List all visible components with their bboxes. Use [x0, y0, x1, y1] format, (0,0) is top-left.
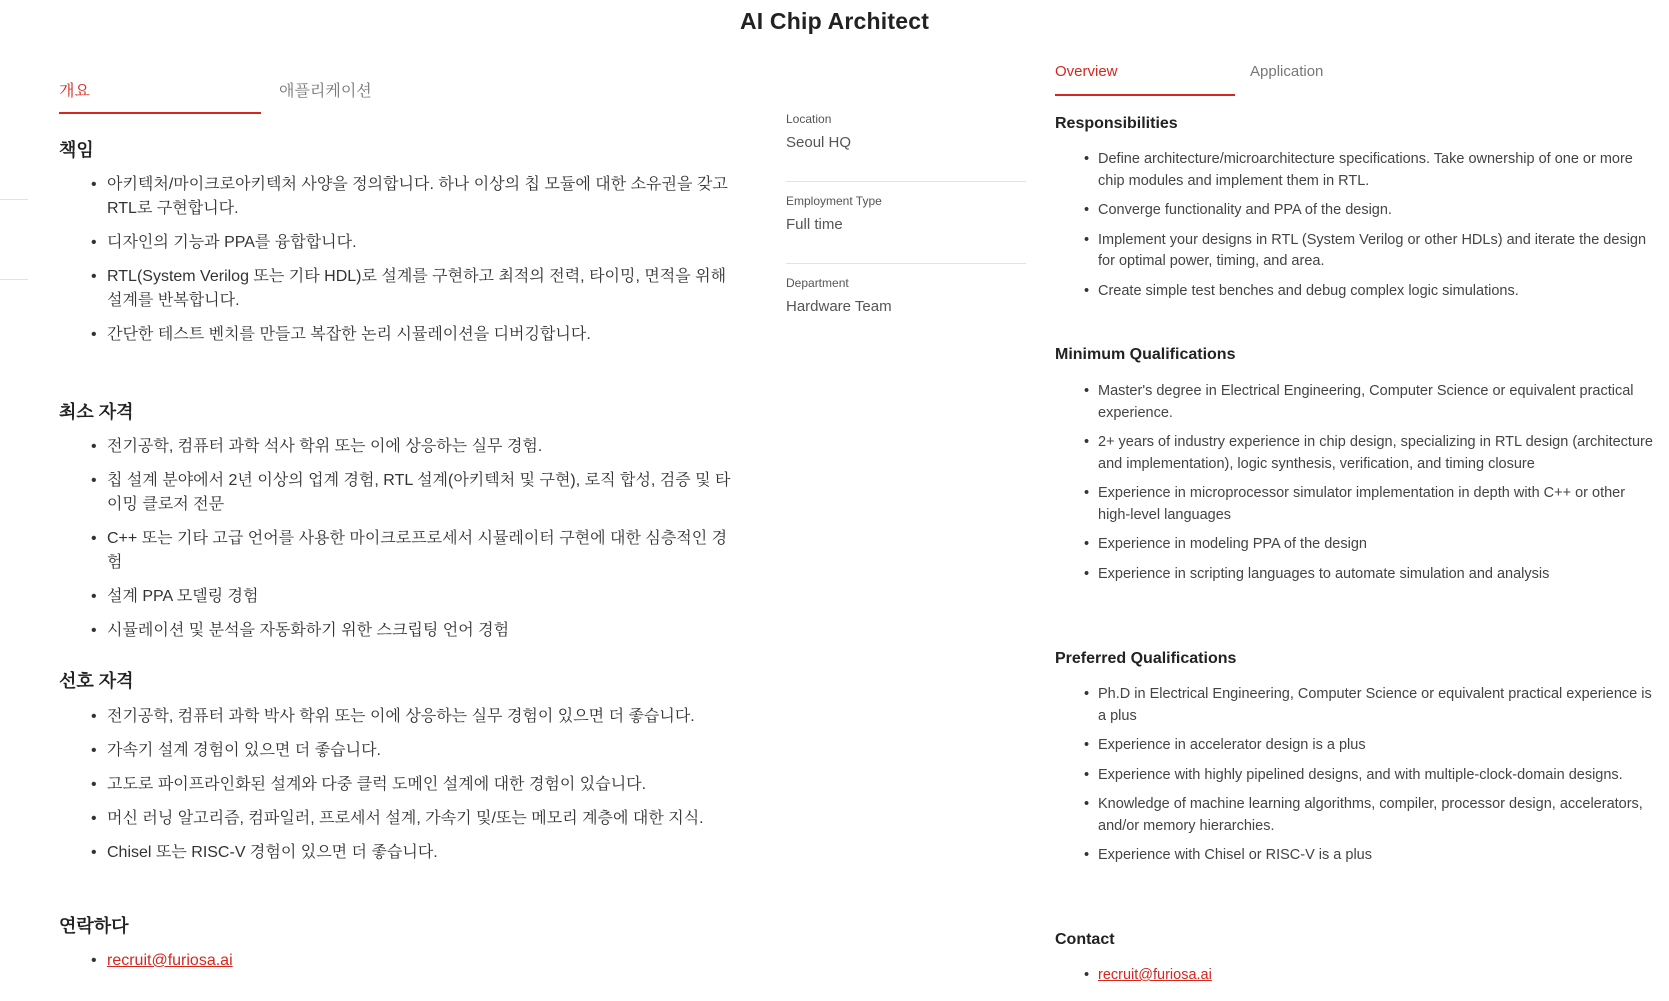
- list-item: • Create simple test benches and debug complex logic simulations.: [1098, 281, 1658, 303]
- list-item: • 전기공학, 컴퓨터 과학 석사 학위 또는 이에 상응하는 실무 경험.: [107, 435, 737, 459]
- section-title-preferred-qualifications: Preferred Qualifications: [1055, 650, 1237, 667]
- list-item: • C++ 또는 기타 고급 언어를 사용한 마이크로프로세서 시뮬레이터 구현에 대한 심층적인 경험: [107, 527, 737, 575]
- job-meta: [786, 110, 1026, 358]
- list-item: • 아키텍처/마이크로아키텍처 사양을 정의합니다. 하나 이상의 칩 모듈에 대한 소유권을 갖고 RTL로 구현합니다.: [107, 173, 737, 221]
- list-item: • Experience in scripting languages to automate simulation and analysis: [1098, 564, 1658, 586]
- meta-value: Full time: [786, 216, 843, 233]
- list-item: • 간단한 테스트 벤치를 만들고 복잡한 논리 시뮬레이션을 디버깅합니다.: [107, 323, 737, 347]
- section-title-responsibilities: 책임: [59, 140, 94, 160]
- list-item: • 디자인의 기능과 PPA를 융합합니다.: [107, 231, 737, 255]
- list-item: • 시뮬레이션 및 분석을 자동화하기 위한 스크립팅 언어 경험: [107, 619, 737, 643]
- section-title-min-qualifications: Minimum Qualifications: [1055, 346, 1236, 363]
- list-item: [1098, 965, 1658, 987]
- meta-value: Seoul HQ: [786, 134, 852, 151]
- tab-bar: [1055, 62, 1445, 96]
- section-title-preferred-qualifications: 선호 자격: [59, 671, 134, 691]
- list-item: • Ph.D in Electrical Engineering, Computer Science or equivalent practical experience is a plus: [1098, 684, 1658, 727]
- responsibilities-list: [1098, 149, 1658, 310]
- meta-employment-type: [786, 194, 1026, 264]
- list-item: • Experience with highly pipelined designs, and with multiple-clock-domain designs.: [1098, 765, 1658, 787]
- contact-list: [1098, 965, 1658, 995]
- list-item: • Master's degree in Electrical Engineering, Computer Science or equivalent practical experience.: [1098, 381, 1658, 424]
- preferred-qualifications-list: [1098, 684, 1658, 875]
- list-item: • 가속기 설계 경험이 있으면 더 좋습니다.: [107, 739, 737, 763]
- list-item: • Implement your designs in RTL (System Verilog or other HDLs) and iterate the design for optimal power, timing, and area.: [1098, 230, 1658, 273]
- meta-label: Employment Type: [786, 194, 882, 208]
- list-item: • Knowledge of machine learning algorithms, compiler, processor design, accelerators, and/or memory hierarchies.: [1098, 794, 1658, 837]
- list-item: • Define architecture/microarchitecture specifications. Take ownership of one or more chip modules and implement them in RTL.: [1098, 149, 1658, 192]
- meta-department: [786, 276, 1026, 346]
- tab-bar: [59, 76, 497, 114]
- min-qualifications-list: [1098, 381, 1658, 593]
- meta-label: Location: [786, 112, 832, 126]
- section-title-contact: 연락하다: [59, 916, 129, 936]
- contact-email-link[interactable]: recruit@furiosa.ai: [107, 952, 233, 969]
- edge-divider: [0, 279, 28, 280]
- list-item: • Chisel 또는 RISC-V 경험이 있으면 더 좋습니다.: [107, 841, 737, 865]
- contact-email-link[interactable]: recruit@furiosa.ai: [1098, 967, 1212, 983]
- tab-overview[interactable]: Overview: [1055, 62, 1235, 96]
- list-item: • RTL(System Verilog 또는 기타 HDL)로 설계를 구현하고 최적의 전력, 타이밍, 면적을 위해 설계를 반복합니다.: [107, 265, 737, 313]
- responsibilities-list: [107, 173, 737, 357]
- list-item: • Experience in modeling PPA of the design: [1098, 534, 1658, 556]
- meta-location: [786, 112, 1026, 182]
- list-item: [107, 949, 737, 973]
- list-item: • 머신 러닝 알고리즘, 컴파일러, 프로세서 설계, 가속기 및/또는 메모리 계층에 대한 지식.: [107, 807, 737, 831]
- preferred-qualifications-list: [107, 705, 737, 875]
- section-title-min-qualifications: 최소 자격: [59, 402, 134, 422]
- tab-application[interactable]: Application: [1250, 63, 1324, 80]
- list-item: • 고도로 파이프라인화된 설계와 다중 클럭 도메인 설계에 대한 경험이 있습니다.: [107, 773, 737, 797]
- tab-overview-kr[interactable]: 개요: [59, 76, 261, 114]
- list-item: • 전기공학, 컴퓨터 과학 박사 학위 또는 이에 상응하는 실무 경험이 있으면 더 좋습니다.: [107, 705, 737, 729]
- list-item: • 2+ years of industry experience in chip design, specializing in RTL design (architecture and implementation), logic synthesis, verification, and timing closure: [1098, 432, 1658, 475]
- list-item: • Experience in accelerator design is a plus: [1098, 735, 1658, 757]
- list-item: • 설계 PPA 모델링 경험: [107, 585, 737, 609]
- list-item: • Experience in microprocessor simulator implementation in depth with C++ or other high-level languages: [1098, 483, 1658, 526]
- edge-divider: [0, 199, 28, 200]
- list-item: • Converge functionality and PPA of the design.: [1098, 200, 1658, 222]
- list-item: • 칩 설계 분야에서 2년 이상의 업계 경험, RTL 설계(아키텍처 및 구현), 로직 합성, 검증 및 타이밍 클로저 전문: [107, 469, 737, 517]
- section-title-contact: Contact: [1055, 931, 1115, 948]
- list-item: • Experience with Chisel or RISC-V is a plus: [1098, 845, 1658, 867]
- page-title: AI Chip Architect: [739, 8, 930, 34]
- section-title-responsibilities: Responsibilities: [1055, 115, 1178, 132]
- meta-label: Department: [786, 276, 849, 290]
- contact-list: [107, 949, 737, 983]
- tab-application-kr[interactable]: 애플리케이션: [279, 83, 372, 100]
- meta-value: Hardware Team: [786, 298, 892, 315]
- min-qualifications-list: [107, 435, 737, 653]
